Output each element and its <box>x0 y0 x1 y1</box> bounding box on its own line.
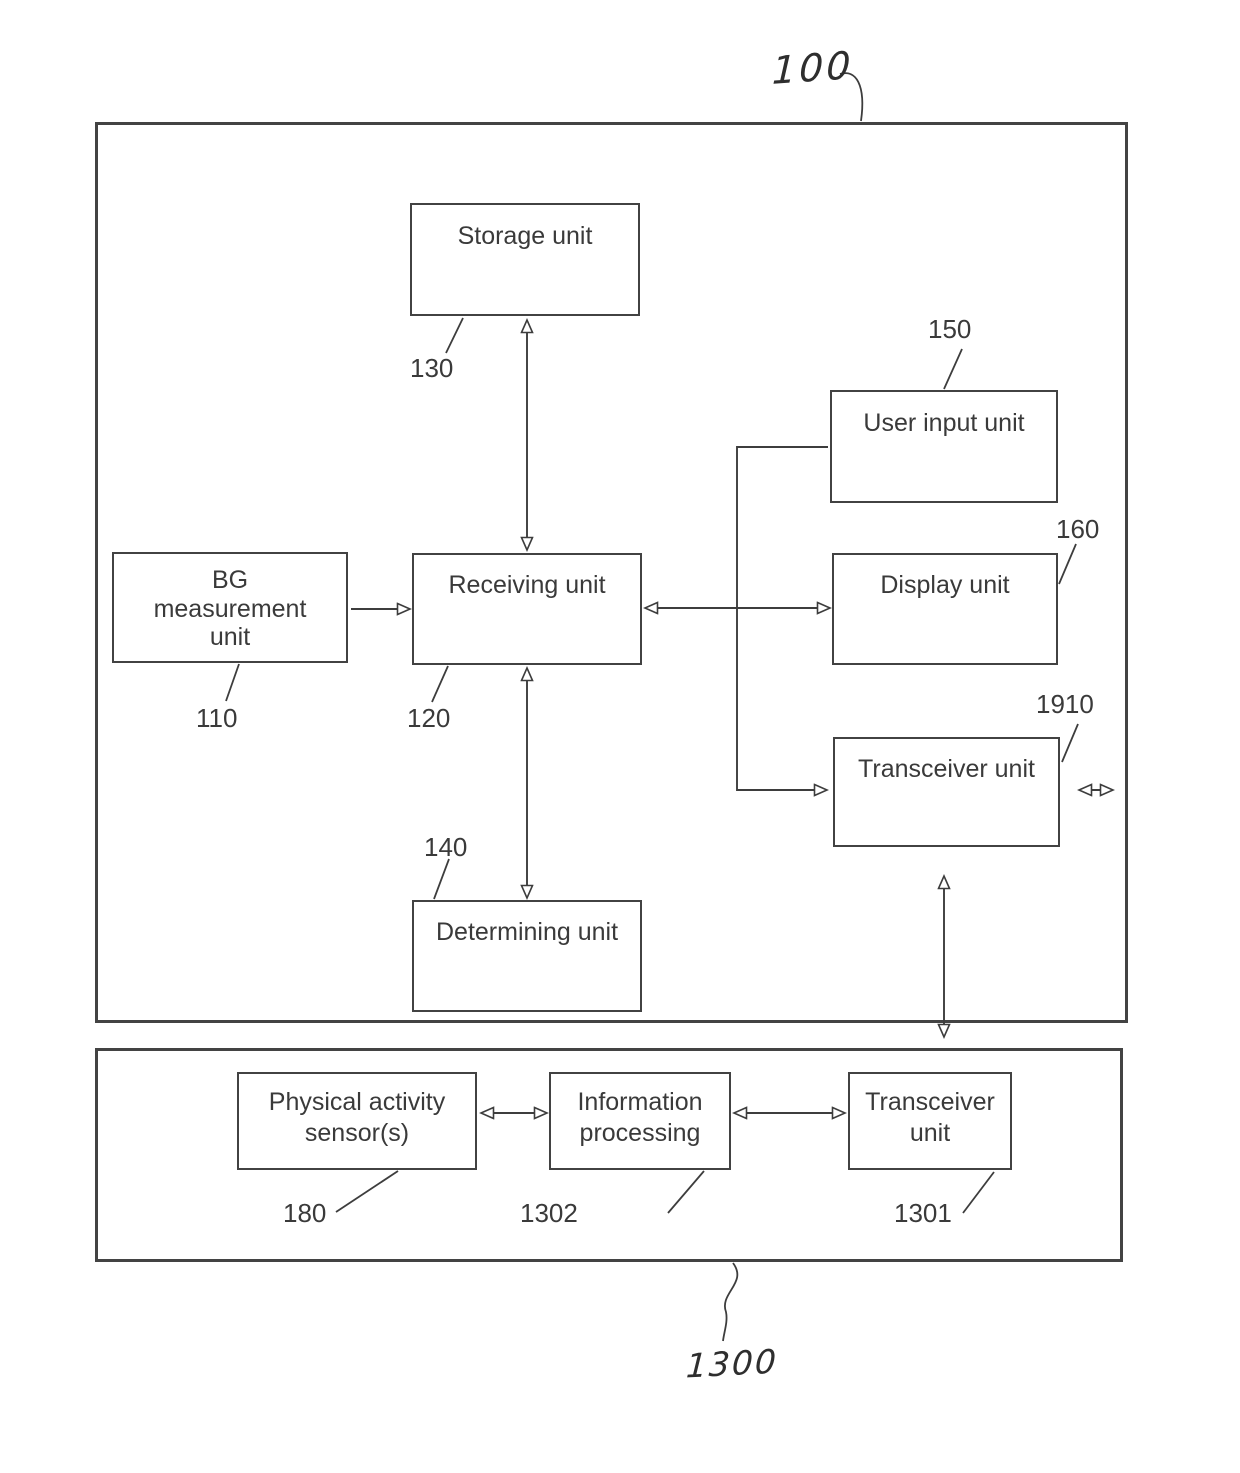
ref-number-160: 160 <box>1056 514 1100 544</box>
leader-180 <box>336 1171 398 1212</box>
leader-1300-handwritten <box>723 1263 737 1341</box>
handwritten-ref-1300: 1300 <box>685 1341 779 1386</box>
ref-number-140: 140 <box>424 832 468 862</box>
leader-150 <box>944 349 962 389</box>
leader-1302 <box>668 1171 704 1213</box>
leader-110 <box>226 664 239 701</box>
determining-unit-box <box>412 900 642 1012</box>
ref-number-1302: 1302 <box>520 1198 578 1228</box>
user-input-unit-box <box>830 390 1058 503</box>
information-processing-label-line1: Information <box>577 1088 703 1116</box>
transceiver-unit-box <box>833 737 1060 847</box>
transceiver-unit-label: Transceiver unit <box>858 755 1035 783</box>
bg-measurement-unit-label-line2: measurement <box>153 594 307 623</box>
display-unit-label: Display unit <box>880 571 1010 599</box>
ref-number-130: 130 <box>410 353 454 383</box>
storage-unit-label: Storage unit <box>457 222 593 250</box>
user-input-unit-label: User input unit <box>863 409 1025 437</box>
receiving-unit-label: Receiving unit <box>448 571 606 599</box>
information-processing-box <box>549 1072 731 1170</box>
bg-measurement-unit-label-line1: BG <box>211 566 249 594</box>
leader-160 <box>1059 544 1076 584</box>
ref-number-1910: 1910 <box>1036 689 1094 719</box>
leader-140 <box>434 859 449 899</box>
leader-1301 <box>963 1172 994 1213</box>
receiving-unit-box <box>412 553 642 665</box>
leader-120 <box>432 666 448 702</box>
ref-number-110: 110 <box>196 703 238 733</box>
ref-number-150: 150 <box>928 314 972 344</box>
transceiver-unit-lower-label-line2: unit <box>909 1119 951 1148</box>
transceiver-unit-lower-label-line1: Transceiver <box>865 1088 995 1116</box>
bg-measurement-unit-label-line3: unit <box>209 623 251 651</box>
information-processing-label-line2: processing <box>579 1119 701 1148</box>
determining-unit-label: Determining unit <box>435 918 619 946</box>
display-unit-box <box>832 553 1058 665</box>
ref-number-1301: 1301 <box>894 1198 952 1228</box>
physical-activity-sensors-label-line2: sensor(s) <box>304 1119 410 1148</box>
ref-number-180: 180 <box>283 1198 327 1228</box>
physical-activity-sensors-box <box>237 1072 477 1170</box>
ref-number-120: 120 <box>407 703 451 733</box>
transceiver-unit-lower-box <box>848 1072 1012 1170</box>
physical-activity-sensors-label-line1: Physical activity <box>268 1088 446 1116</box>
bg-measurement-unit-box <box>112 552 348 663</box>
leader-1910 <box>1062 724 1078 762</box>
handwritten-ref-100: 100 <box>771 43 855 93</box>
storage-unit-box <box>410 203 640 316</box>
bus-userinput-transceiver-line <box>737 447 828 790</box>
leader-130 <box>446 318 463 353</box>
